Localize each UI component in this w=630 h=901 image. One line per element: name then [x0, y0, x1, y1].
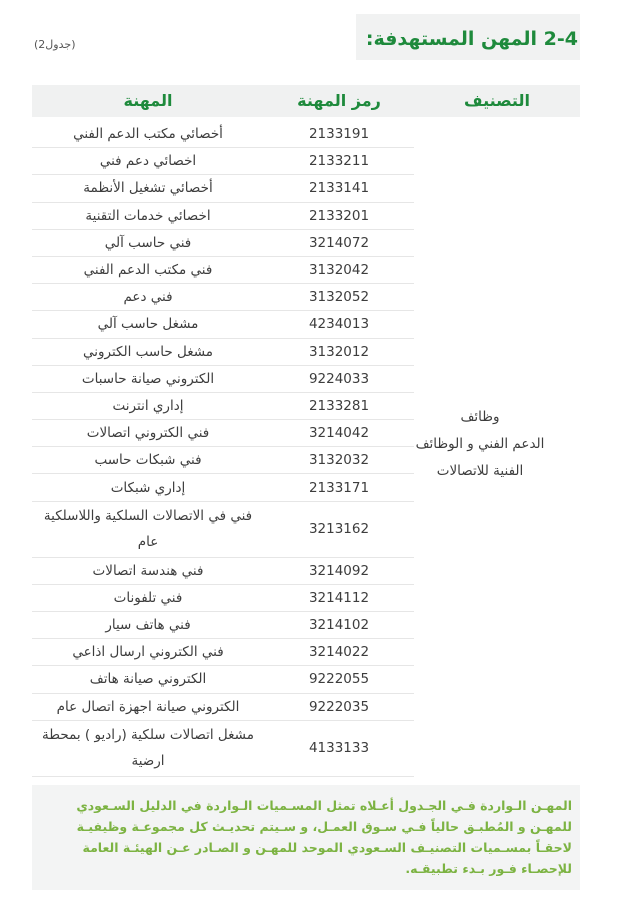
occupation-code: 2133211: [264, 148, 414, 175]
table-row: [32, 148, 580, 175]
occupation-code: 2133141: [264, 175, 414, 202]
section-title: 2-4 المهن المستهدفة:: [365, 28, 578, 50]
table-label: (جدول2): [34, 38, 76, 51]
occupation-code: 4234013: [264, 311, 414, 338]
occupation-code: 3132032: [264, 447, 414, 474]
table-row: [32, 585, 580, 612]
table-header-row: [32, 85, 580, 117]
occupation-code: 3214102: [264, 612, 414, 639]
table-row: [32, 311, 580, 338]
header-classification: التصنيف: [464, 91, 530, 110]
occupation-name: فني دعم: [32, 284, 264, 311]
occupation-name: فني حاسب آلي: [32, 230, 264, 257]
occupation-name: اخصائي دعم فني: [32, 148, 264, 175]
occupation-code: 3213162: [264, 502, 414, 558]
occupation-name: مشغل حاسب الكتروني: [32, 339, 264, 366]
table-row: [32, 612, 580, 639]
occupation-code: 3214112: [264, 585, 414, 612]
occupation-name: فني هندسة اتصالات: [32, 558, 264, 585]
classification-line: الفنية للاتصالات: [436, 463, 524, 479]
classification-line: الدعم الفني و الوظائف: [415, 436, 545, 452]
occupation-code: 9224033: [264, 366, 414, 393]
occupation-name: الكتروني صيانة هاتف: [32, 666, 264, 693]
occupation-name: فني مكتب الدعم الفني: [32, 257, 264, 284]
footnote-line: للمهـن و المُطبـق حالياً فـي سـوق العمـل، و سـيتم تحديـث كل مجموعـة وظيفيـة: [76, 819, 572, 834]
occupation-name: إداري شبكات: [32, 474, 264, 501]
occupation-code: 9222035: [264, 694, 414, 721]
occupation-name: أخصائي مكتب الدعم الفني: [32, 121, 264, 148]
table-row: [32, 203, 580, 230]
table-row: [32, 502, 580, 558]
occupation-code: 2133171: [264, 474, 414, 501]
occupation-code: 2133201: [264, 203, 414, 230]
occupation-name: فني الكتروني اتصالات: [32, 420, 264, 447]
occupation-code: 3214092: [264, 558, 414, 585]
occupation-name: فني الكتروني ارسال اذاعي: [32, 639, 264, 666]
occupation-name: اخصائي خدمات التقنية: [32, 203, 264, 230]
occupation-code: 4133133: [264, 721, 414, 777]
header-occupation: المهنة: [123, 91, 173, 110]
occupation-name: فني هاتف سيار: [32, 612, 264, 639]
classification-cell: [380, 404, 580, 485]
occupation-code: 2133191: [264, 121, 414, 148]
occupation-code: 3214042: [264, 420, 414, 447]
occupation-code: 3214022: [264, 639, 414, 666]
footnote: [40, 795, 572, 879]
table-row: [32, 639, 580, 666]
occupation-name: أخصائي تشغيل الأنظمة: [32, 175, 264, 202]
table-row: [32, 694, 580, 721]
footnote-line: لاحقـاً بمسـميات التصنيـف السـعودي الموحد للمهـن و الصـادر عـن الهيئـة العامة: [82, 840, 572, 855]
occupation-name: فني شبكات حاسب: [32, 447, 264, 474]
occupation-code: 2133281: [264, 393, 414, 420]
occupation-name: فني تلفونات: [32, 585, 264, 612]
occupation-name: مشغل اتصالات سلكية (راديو ) بمحطة ارضية: [32, 721, 264, 777]
table-row: [32, 284, 580, 311]
footnote-line: للإحصـاء فـور بـدء تطبيقـه.: [405, 861, 572, 876]
classification-line: وظائف: [460, 409, 500, 425]
table-row: [32, 721, 580, 777]
occupation-code: 3214072: [264, 230, 414, 257]
occupation-name: الكتروني صيانة اجهزة اتصال عام: [32, 694, 264, 721]
table-row: [32, 121, 580, 148]
occupation-code: 3132052: [264, 284, 414, 311]
footnote-line: المهـن الـواردة فـي الجـدول أعـلاه تمثل المسـميات الـواردة في الدليل السـعودي: [76, 798, 572, 813]
table-row: [32, 257, 580, 284]
table-row: [32, 230, 580, 257]
table-row: [32, 558, 580, 585]
occupation-code: 3132042: [264, 257, 414, 284]
occupation-code: 3132012: [264, 339, 414, 366]
table-row: [32, 339, 580, 366]
occupation-name: فني في الاتصالات السلكية واللاسلكية عام: [32, 502, 264, 558]
table-row: [32, 175, 580, 202]
table-row: [32, 666, 580, 693]
header-occupation-code: رمز المهنة: [297, 91, 381, 110]
table-row: [32, 366, 580, 393]
occupation-name: إداري انترنت: [32, 393, 264, 420]
occupation-code: 9222055: [264, 666, 414, 693]
occupation-name: الكتروني صيانة حاسبات: [32, 366, 264, 393]
occupation-name: مشغل حاسب آلي: [32, 311, 264, 338]
